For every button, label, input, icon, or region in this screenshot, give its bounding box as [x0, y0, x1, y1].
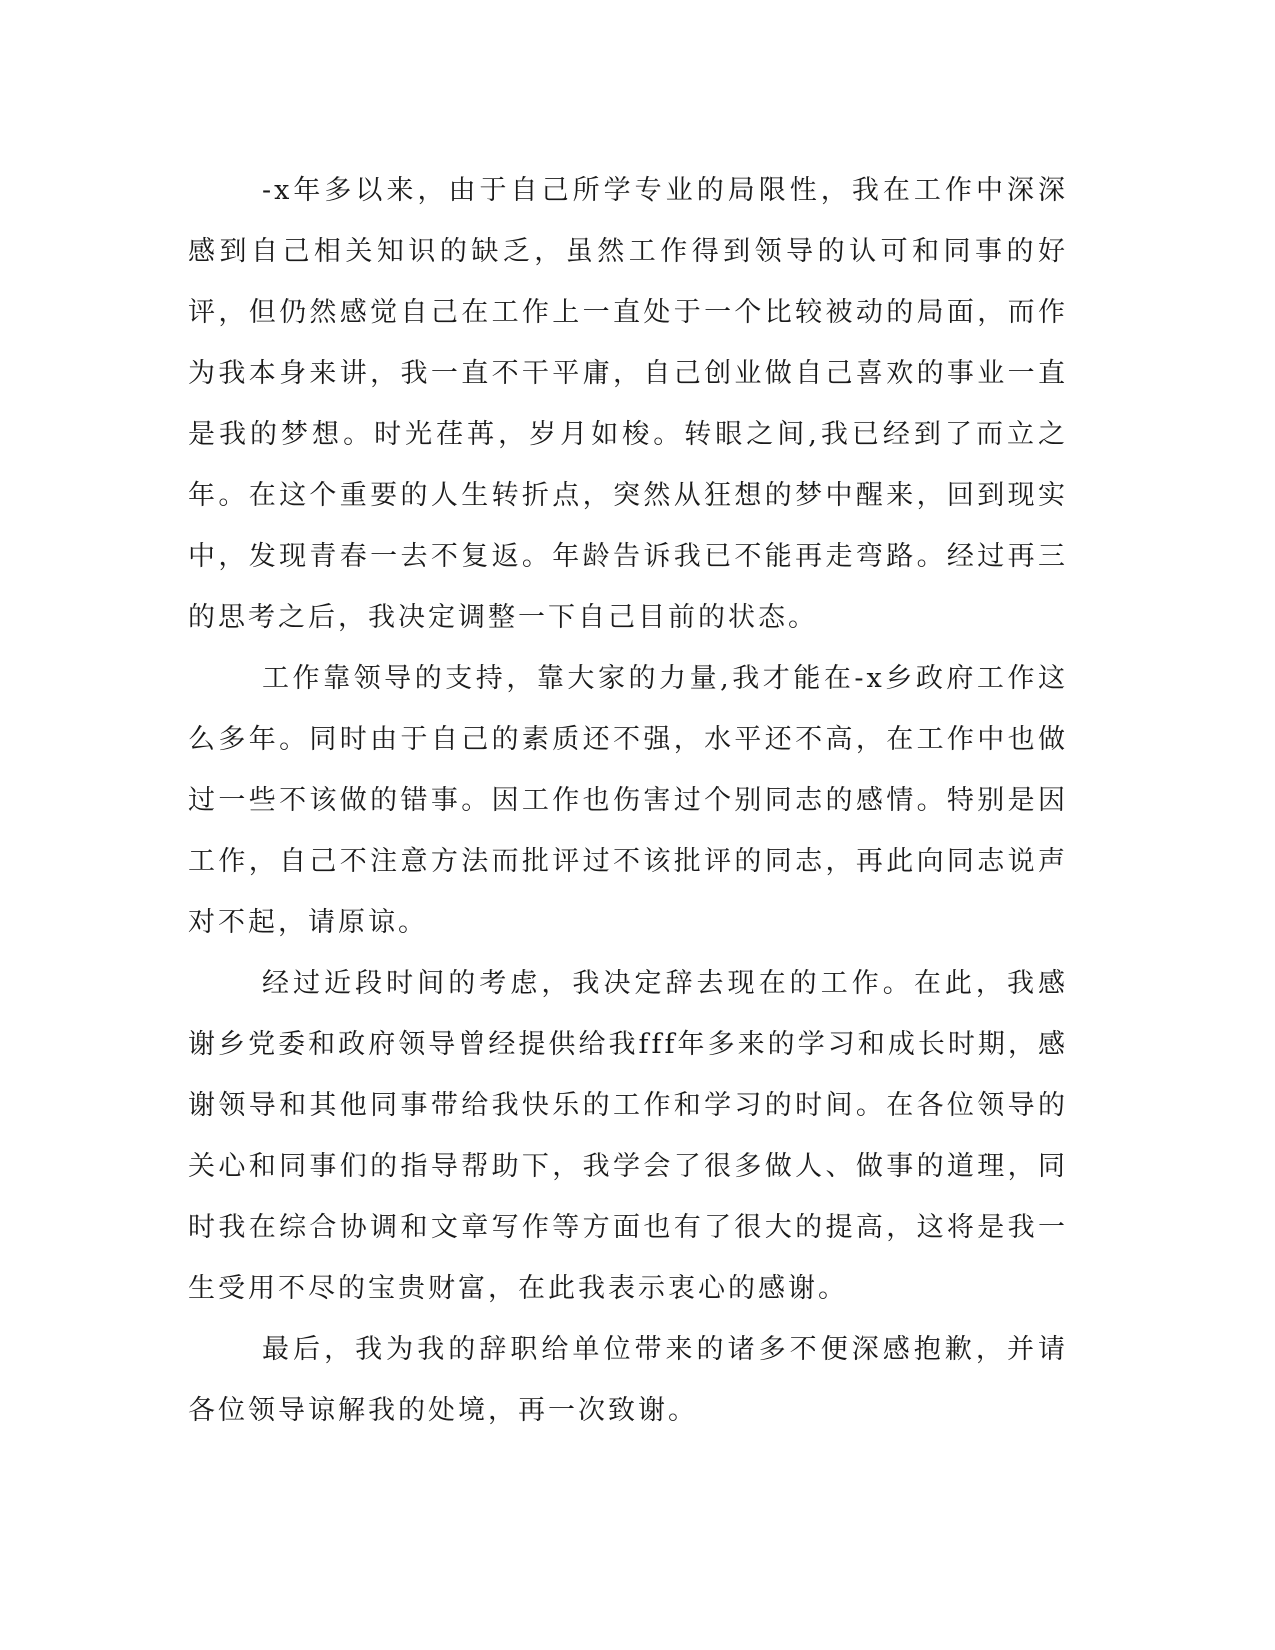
- document-body: [188, 160, 1068, 1441]
- paragraph-3: 经过近段时间的考虑，我决定辞去现在的工作。在此，我感谢乡党委和政府领导曾经提供给我fff年多来的学习和成长时期，感谢领导和其他同事带给我快乐的工作和学习的时间。在各位领导的关心和同事们的指导帮助下，我学会了很多做人、做事的道理，同时我在综合协调和文章写作等方面也有了很大的提高，这将是我一生受用不尽的宝贵财富，在此我表示衷心的感谢。: [188, 968, 1068, 1304]
- paragraph-1: -x年多以来，由于自己所学专业的局限性，我在工作中深深感到自己相关知识的缺乏，虽然工作得到领导的认可和同事的好评，但仍然感觉自己在工作上一直处于一个比较被动的局面，而作为我本身来讲，我一直不干平庸，自己创业做自己喜欢的事业一直是我的梦想。时光荏苒，岁月如梭。转眼之间,我已经到了而立之年。在这个重要的人生转折点，突然从狂想的梦中醒来，回到现实中，发现青春一去不复返。年龄告诉我已不能再走弯路。经过再三的思考之后，我决定调整一下自己目前的状态。: [188, 175, 1068, 633]
- paragraph-4: 最后，我为我的辞职给单位带来的诸多不便深感抱歉，并请各位领导谅解我的处境，再一次致谢。: [188, 1334, 1068, 1426]
- paragraph-2: 工作靠领导的支持，靠大家的力量,我才能在-x乡政府工作这么多年。同时由于自己的素质还不强，水平还不高，在工作中也做过一些不该做的错事。因工作也伤害过个别同志的感情。特别是因工作，自己不注意方法而批评过不该批评的同志，再此向同志说声对不起，请原谅。: [188, 663, 1068, 938]
